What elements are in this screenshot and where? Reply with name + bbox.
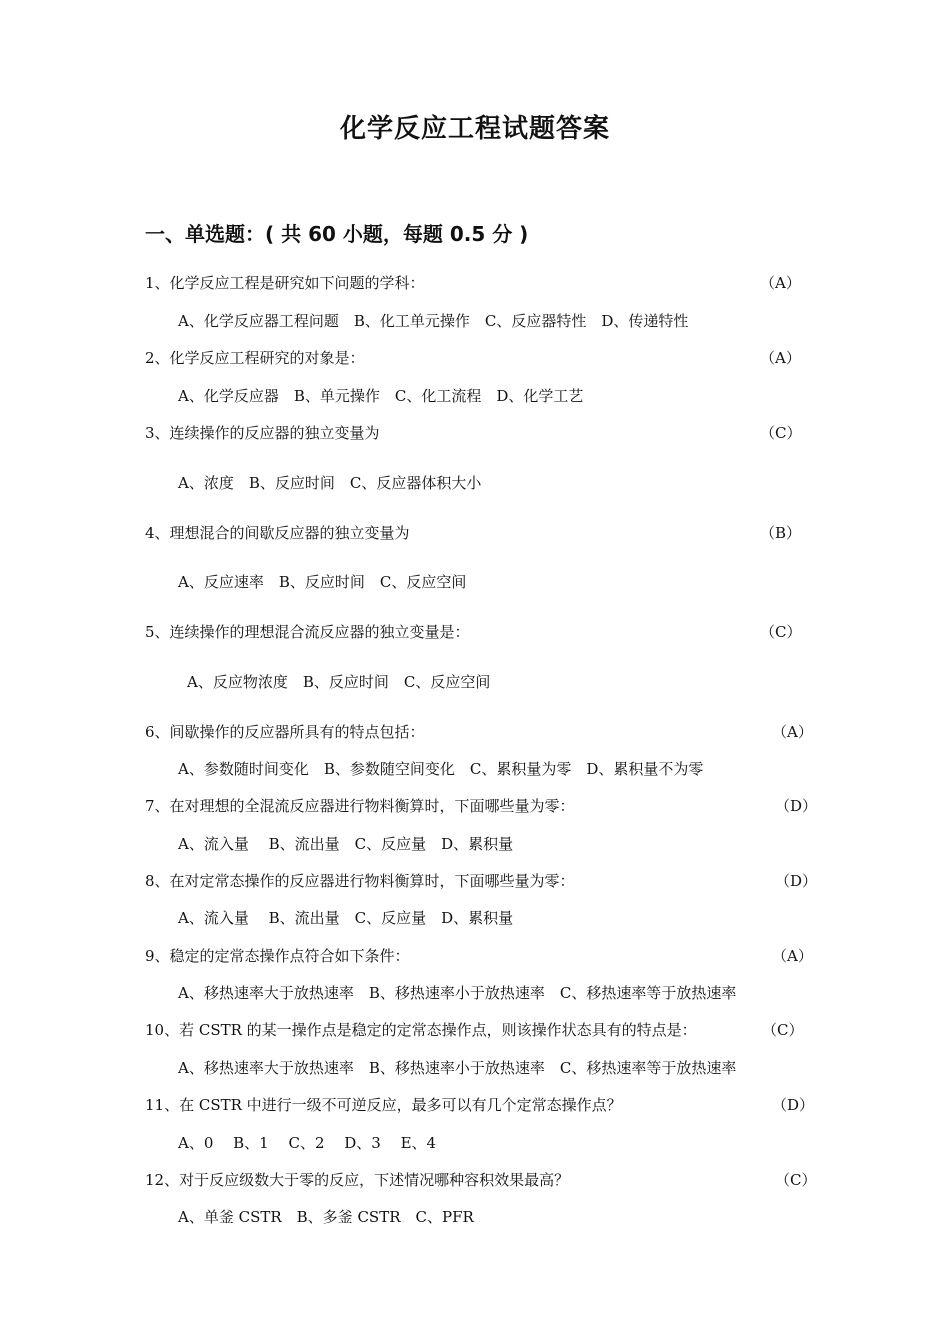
question-7-text: 7、在对理想的全混流反应器进行物料衡算时，下面哪些量为零： — [145, 797, 575, 815]
question-9-answer: （A） — [772, 947, 813, 965]
question-4-text: 4、理想混合的间歇反应器的独立变量为 — [145, 524, 410, 542]
question-3-options: A、浓度 B、反应时间 C、反应器体积大小 — [178, 474, 482, 492]
question-7-answer: （D） — [775, 797, 818, 815]
question-12-text: 12、对于反应级数大于零的反应，下述情况哪种容积效果最高？ — [145, 1171, 570, 1189]
question-4-answer: （B） — [760, 524, 802, 542]
question-2-text: 2、化学反应工程研究的对象是： — [145, 349, 365, 367]
question-6-answer: （A） — [772, 723, 813, 741]
question-8-text: 8、在对定常态操作的反应器进行物料衡算时，下面哪些量为零： — [145, 872, 575, 890]
question-5-answer: （C） — [760, 623, 802, 641]
question-4-options: A、反应速率 B、反应时间 C、反应空间 — [178, 573, 467, 591]
question-1-answer: （A） — [760, 274, 801, 292]
question-8-answer: （D） — [775, 872, 818, 890]
question-6-text: 6、间歇操作的反应器所具有的特点包括： — [145, 723, 425, 741]
question-8-options: A、流入量 B、流出量 C、反应量 D、累积量 — [178, 909, 514, 927]
document-title: 化学反应工程试题答案 — [339, 114, 610, 144]
question-5-text: 5、连续操作的理想混合流反应器的独立变量是： — [145, 623, 470, 641]
question-11-answer: （D） — [772, 1096, 815, 1114]
question-10-options: A、移热速率大于放热速率 B、移热速率小于放热速率 C、移热速率等于放热速率 — [178, 1059, 737, 1077]
question-7-options: A、流入量 B、流出量 C、反应量 D、累积量 — [178, 835, 514, 853]
question-9-text: 9、稳定的定常态操作点符合如下条件： — [145, 947, 410, 965]
question-12-options: A、单釜 CSTR B、多釜 CSTR C、PFR — [178, 1208, 474, 1226]
question-9-options: A、移热速率大于放热速率 B、移热速率小于放热速率 C、移热速率等于放热速率 — [178, 984, 737, 1002]
question-11-text: 11、在 CSTR 中进行一级不可逆反应，最多可以有几个定常态操作点？ — [145, 1096, 622, 1114]
question-1-options: A、化学反应器工程问题 B、化工单元操作 C、反应器特性 D、传递特性 — [178, 312, 689, 330]
question-2-answer: （A） — [760, 349, 801, 367]
question-10-text: 10、若 CSTR 的某一操作点是稳定的定常态操作点，则该操作状态具有的特点是： — [145, 1021, 697, 1039]
question-5-options: A、反应物浓度 B、反应时间 C、反应空间 — [187, 673, 491, 691]
question-12-answer: （C） — [775, 1171, 817, 1189]
question-3-text: 3、连续操作的反应器的独立变量为 — [145, 424, 380, 442]
question-10-answer: （C） — [762, 1021, 804, 1039]
question-6-options: A、参数随时间变化 B、参数随空间变化 C、累积量为零 D、累积量不为零 — [178, 760, 704, 778]
question-11-options: A、0 B、1 C、2 D、3 E、4 — [178, 1134, 437, 1152]
question-3-answer: （C） — [760, 424, 802, 442]
question-2-options: A、化学反应器 B、单元操作 C、化工流程 D、化学工艺 — [178, 387, 584, 405]
question-1-text: 1、化学反应工程是研究如下问题的学科： — [145, 274, 425, 292]
section-heading: 一、单选题：( 共 60 小题，每题 0.5 分 ) — [145, 222, 529, 246]
